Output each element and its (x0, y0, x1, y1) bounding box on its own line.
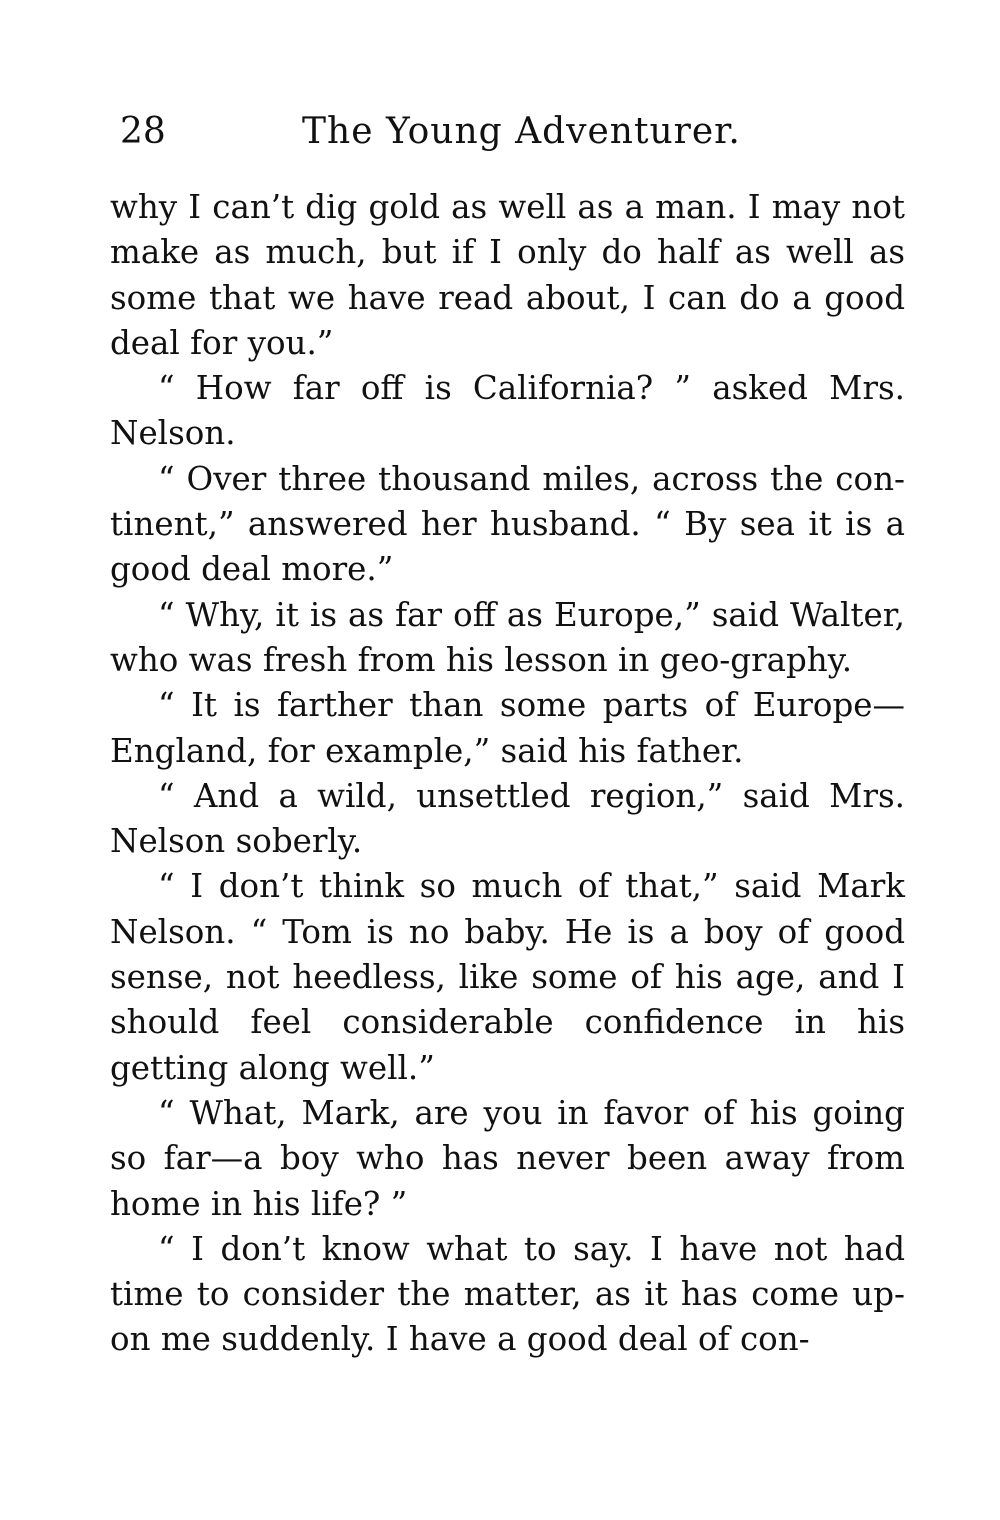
paragraph-6: “ And a wild, unsettled region,” said Mrs. Nelson soberly. (110, 776, 905, 861)
paragraph-1: why I can’t dig gold as well as a man. I may not make as much, but if I only do half as well as some that we have read about, I can do a good deal for you.” (110, 188, 905, 362)
paragraph-9: “ I don’t know what to say. I have not had time to consider the matter, as it has come up-on me suddenly. I have a good deal of con- (110, 1229, 905, 1359)
paragraph-2: “ How far off is California? ” asked Mrs. Nelson. (110, 369, 905, 453)
running-title: The Young Adventurer. (302, 111, 741, 152)
paragraph-7: “ I don’t think so much of that,” said Mark Nelson. “ Tom is no baby. He is a boy of good sense, not heedless, like some of his age, and I should feel considerable confidence in his getting along well.” (110, 867, 905, 1087)
paragraph-8: “ What, Mark, are you in favor of his going so far—a boy who has never been away from home in his life? ” (110, 1093, 905, 1223)
paragraph-4: “ Why, it is as far off as Europe,” said Walter, who was fresh from his lesson in geo-graphy. (110, 595, 905, 679)
page-header (112, 104, 902, 160)
paragraph-3: “ Over three thousand miles, across the con-tinent,” answered her husband. “ By sea it is a good deal more.” (110, 459, 905, 589)
page-number: 28 (120, 111, 166, 152)
paragraph-5: “ It is farther than some parts of Europe—England, for example,” said his father. (110, 686, 905, 770)
body-text (110, 185, 905, 1363)
